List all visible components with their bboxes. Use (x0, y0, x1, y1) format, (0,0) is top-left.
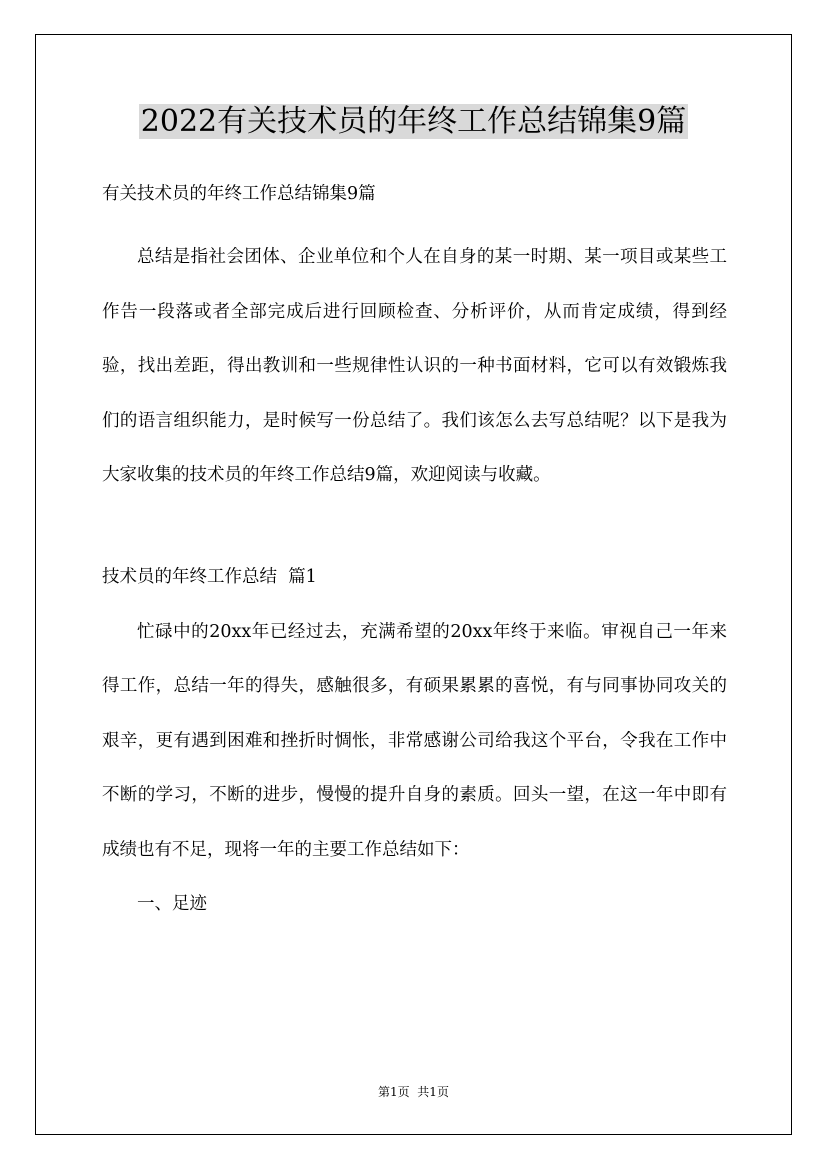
page-footer (0, 1084, 827, 1100)
sub-heading: 一、足迹 (137, 894, 207, 914)
section-paragraph: 忙碌中的20xx年已经过去，充满希望的20xx年终于来临。审视自己一年来得工作，总结一年的得失，感触很多，有硕果累累的喜悦，有与同事协同攻关的艰辛，更有遇到困难和挫折时惆怅，非常感谢公司给我这个平台，令我在工作中不断的学习，不断的进步，慢慢的提升自身的素质。回头一望，在这一年中即有成绩也有不足，现将一年的主要工作总结如下： (102, 621, 727, 860)
document-title-text: 2022有关技术员的年终工作总结锦集9篇 (140, 104, 687, 139)
document-body (102, 176, 727, 932)
document-title (0, 100, 827, 144)
intro-paragraph: 总结是指社会团体、企业单位和个人在自身的某一时期、某一项目或某些工作告一段落或者全部完成后进行回顾检查、分析评价，从而肯定成绩，得到经验，找出差距，得出教训和一些规律性认识的一种书面材料，它可以有效锻炼我们的语言组织能力，是时候写一份总结了。我们该怎么去写总结呢？以下是我为大家收集的技术员的年终工作总结9篇，欢迎阅读与收藏。 (102, 247, 727, 485)
page-number: 第1页 共1页 (378, 1085, 449, 1099)
section-heading: 技术员的年终工作总结 篇1 (102, 566, 317, 587)
document-subtitle: 有关技术员的年终工作总结锦集9篇 (102, 184, 376, 204)
